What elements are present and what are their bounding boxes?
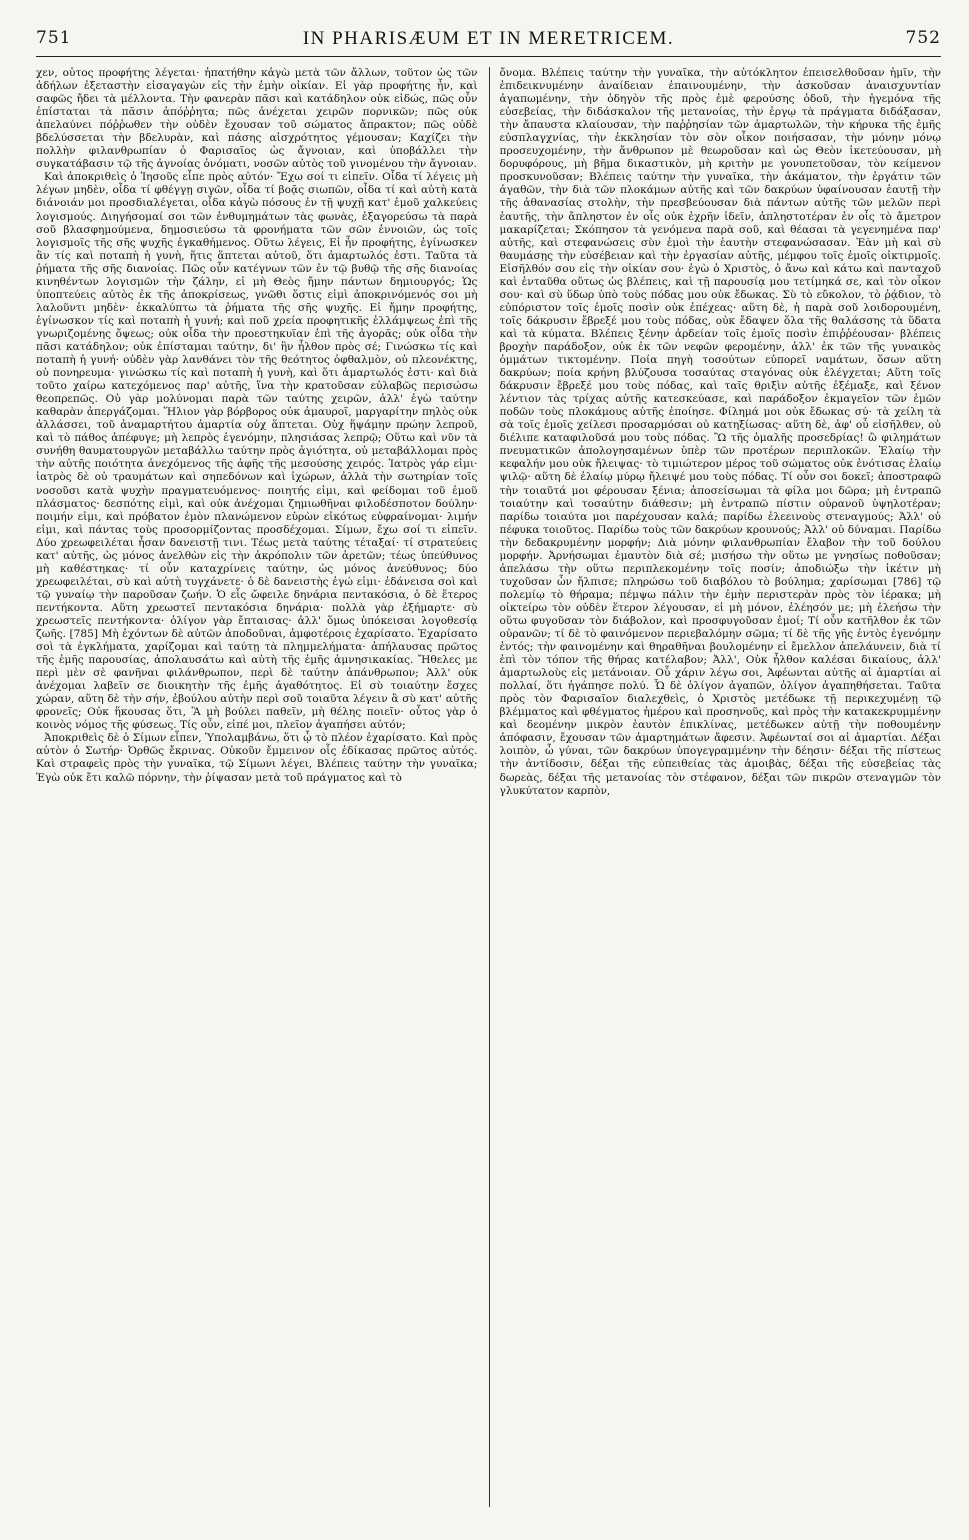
text-columns [36,67,941,1527]
running-title: IN PHARISÆUM ET IN MERETRICEM. [302,28,675,49]
left-column [36,67,478,1522]
paragraph: Ἀποκριθεὶς δὲ ὁ Σίμων εἶπεν, Ὑπολαμβάνω, ὅτι ᾧ τὸ πλέον ἐχαρίσατο. Καὶ πρὸς αὐτὸν ὁ Σωτήρ· Ὀρθῶς ἔκρινας. Οὐκοῦν ἔμμεινον οἷς ἐδίκασας πρῶτος αὐτός. Καὶ στραφεὶς πρὸς τὴν γυναῖκα, τῷ Σίμωνι λέγει, Βλέπεις ταύτην τὴν γυναῖκα; Ἐγὼ οὐκ ἔτι καλῶ πόρνην, τὴν ῥίψασαν μετὰ τοῦ πράγματος καὶ τὸ [36,732,478,784]
paragraph: ὄνομα. Βλέπεις ταύτην τὴν γυναῖκα, τὴν αὐτόκλητον ἐπεισελθοῦσαν ἡμῖν, τὴν ἐπιδεικνυμένην ἀναίδειαν ἐπαινουμένην, τὴν ἀσκοῦσαν ἀναισχυντίαν ἀγαπωμένην, τὴν ὁδηγὸν τῆς πρὸς ἐμὲ φερούσης ὁδοῦ, τὴν ἡγεμόνα τῆς εὐσεβείας, τὴν διδάσκαλον τῆς μετανοίας, τὴν ἐργῳ τὰ πράγματα διδάξασαν, τὴν ἄπαυστα κλαίουσαν, τὴν παῤῥησίαν τῶν ἁμαρτωλῶν, τὴν κήρυκα τῆς ἐμῆς εὐσπλαγχνίας, τὴν ἐκκλησίαν τὸν σὸν οἶκον ποιήσασαν, τὴν μόνην μόνῳ προσευχομένην, τὴν ἄνθρωπον μὲ θεωροῦσαν καὶ ὡς Θεὸν ἱκετεύουσαν, μὴ δορυφόρους, μὴ βῆμα δικαστικὸν, μὴ κριτὴν με γονυπετοῦσαν, τὸν κείμενον προσκυνοῦσαν; Βλέπεις ταύτην τὴν γυναῖκα, τὴν ἀκάματον, τὴν ἐργάτιν τῶν ἀγαθῶν, τὴν διὰ τῶν πλοκάμων αὐτῆς καὶ τῶν δακρύων ὑφαίνουσαν ἑαυτῇ τὴν τῆς ἀθανασίας στολὴν, τὴν πρεσβεύουσαν διὰ πάντων αὐτῆς τῶν μελῶν περὶ ἑαυτῆς, τὴν ἄπληστον ἐν οἷς οὐκ ἐχρῆν ἰδεῖν, ἀπληστοτέραν ἐν οἷς τὸ ἄμετρον μακαρίζεται; Σκόπησον τὰ γενόμενα παρὰ σοῦ, καὶ θέασαι τὰ γεγενημένα παρ' αὐτῆς, καὶ στεφανώσεις σὺν ἐμοὶ τὴν ἑαυτὴν στεφανώσασαν. Ἐὰν μὴ καὶ σὺ θαυμάσῃς τὴν εὐσέβειαν καὶ τὴν ἐργασίαν αὐτῆς, μέμφου τοῖς ἐμοῖς οἰκτιρμοῖς. Εἰσῆλθόν σου εἰς τὴν οἰκίαν σου· ἐγὼ ὁ Χριστὸς, ὁ ἄνω καὶ κάτω καὶ πανταχοῦ καὶ ἐνταῦθα οὕτως ὡς βλέπεις, καὶ τῇ παρουσίᾳ μου τετίμηκά σε, καὶ τὸν οἶκον σου· καὶ σὺ ὕδωρ ὑπὸ τοὺς πόδας μου οὐκ ἔδωκας. Σὺ τὸ εὔκολον, τὸ ῥᾴδιον, τὸ εὐπόριστον τοῖς ἐμοῖς ποσὶν οὐκ ἐπέχεας· αὕτη δὲ, ἡ παρὰ σοῦ λοιδορουμένη, τοῖς δάκρυσιν ἔβρεξέ μου τοὺς πόδας, οὐκ ἔδαψεν ὅλα τῆς θαλάσσης τὰ ὕδατα καὶ τὰ κύματα. Βλέπεις ξένην ἀρδείαν τοῖς ἐμοῖς ποσὶν ἐπιῤῥέουσαν· βλέπεις βροχὴν παράδοξον, οὐκ ἐκ τῶν νεφῶν φερομένην, ἀλλ' ἐκ τῶν τῆς γυναικὸς ὀμμάτων τικτομένην. Ποία πηγὴ τοσούτων εὐπορεῖ ναμάτων, ὅσων αὕτη δακρύων; ποία κρήνη βλύζουσα τοσαύτας σταγόνας οὐκ ἐλέγχεται; Αὕτη τοῖς δάκρυσιν ἔβρεξέ μου τοὺς πόδας, καὶ ταῖς θριξὶν αὐτῆς ἐξέμαξε, καὶ ξένον λέντιον τὰς τρίχας αὐτῆς κατεσκεύασε, καὶ παράδοξον ἐκμαγεῖον τῶν ἐμῶν ποδῶν τοὺς πλοκάμους αὐτῆς ἐποίησε. Φίλημά μοι οὐκ ἔδωκας σύ· τὰ χείλη τὰ σὰ τοῖς ἐμοῖς χείλεσι προσαρμόσαι οὐ κατηξίωσας· αὕτη δὲ, ἀφ' οὗ εἰσῆλθεν, οὐ διέλιπε καταφιλοῦσά μου τοὺς πόδας. Ὢ τῆς ὁμαλῆς προσεδρίας! ὢ φιλημάτων πνευματικῶν ἀπολογησαμένων ὑπὲρ τῶν προτέρων περιπλοκῶν. Ἐλαίῳ τὴν κεφαλήν μου οὐκ ἤλειψας· τὸ τιμιώτερον μέρος τοῦ σώματος οὐκ ἐνότισας ἐλαίῳ ψιλῷ· αὕτη δὲ ἐλαίῳ μύρῳ ἤλειψέ μου τοὺς πόδας. Τί οὖν σοι δοκεῖ; ἀποστραφῶ τὴν τοιαῦτά μοι φέρουσαν ξένια; ἀποσείσωμαι τὰ φίλα μοι δῶρα; μὴ ἐντραπῶ τοιαύτην καὶ τοσαύτην διάθεσιν; μὴ ἐντραπῶ πίστιν οὐρανοῦ ὑψηλοτέραν; παρίδω τοιαύτα μοι παρέχουσαν καλά; παρίδω ἐλεεινοὺς στεναγμούς; Ἀλλ' οὐ πέφυκα τοιοῦτος. Παρίδω τοὺς τῶν δακρύων κρουνούς; Ἀλλ' οὐ δύναμαι. Παρίδω τὴν δεδακρυμένην μορφήν; Διὰ μόνην φιλανθρωπίαν ἔλαβον τὴν τοῦ δούλου μορφήν. Ἀρνήσωμαι ἐμαυτὸν διὰ σέ; μισήσω τὴν οὕτω με γνησίως ποθοῦσαν; ἀπελάσω τὴν οὕτω περιπλεκομένην τοῖς ποσίν; ἀποδιώξω τὴν ἱκέτιν μὴ τυχοῦσαν ὧν ἤλπισε; πληρώσω τοῦ διαβόλου τὸ βούλημα; χαρίσωμαι [786] τῷ πολεμίῳ τὸ θήραμα; πέμψω πάλιν τὴν ἐμὴν περιστερὰν πρὸς τὸν ἱέρακα; μὴ οἰκτείρω τὸν οὐδὲν ἕτερον λέγουσαν, εἰ μὴ μόνον, ἐλέησόν με; μὴ ἐλεήσω τὴν οὕτω φυγοῦσαν τὸν διάβολον, καὶ προσφυγοῦσαν ἐμοί; Τί οὖν κατῆλθον ἐκ τῶν οὐρανῶν; τί δὲ τὸ φαινόμενον περιεβαλόμην σῶμα; τί δὲ τῆς γῆς ἐντὸς ἐγενόμην ἐντός; τὴν φαινομένην καὶ θηραθῆναι βουλομένην εἰ ἔμελλον ἀπελάυνειν, διὰ τί ἐπὶ τὸν τόπον τῆς θήρας κατέλαβον; Ἀλλ', Οὐκ ἦλθον καλέσαι δικαίους, ἀλλ' ἁμαρτωλοὺς εἰς μετάνοιαν. Οὗ χάριν λέγω σοι, Ἀφέωνται αὐτῆς αἱ ἁμαρτίαι αἱ πολλαί, ὅτι ἠγάπησε πολύ. Ὧ δὲ ὀλίγον ἀγαπῶν, ὀλίγον ἀγαπηθήσεται. Ταῦτα πρὸς τὸν Φαρισαῖον διαλεχθεὶς, ὁ Χριστὸς μετέδωκε τῇ περικεχυμένῃ τῷ βλέμματος καὶ φθέγματος ἡμέρου καὶ προσηνοῦς, καὶ πρὸς τὴν κατακεκρυμμένην καὶ δεομένην μικρὸν ἑαυτὸν ἐπικλίνας, μετέδωκεν αὐτῇ τὴν ποθουμένην ἀπόφασιν, ἔχουσαν τῶν ἁμαρτημάτων ἄφεσιν. Ἀφέωνταί σοι αἱ ἁμαρτίαι. Δέξαι λοιπὸν, ὦ γύναι, τῶν δακρύων ὑπογεγραμμένην τὴν δέησιν· δέξαι τῆς πίστεως τὴν ἀντίδοσιν, δέξαι τῆς εὐπειθείας τὰς ἀμοιβὰς, δέξαι τῆς εὐσεβείας τὰς δωρεὰς, δέξαι τῆς μετανοίας τὸν στέφανον, δέξαι τῶν πικρῶν στεναγμῶν τὸν γλυκύτατον καρπὸν, [499,67,941,797]
page-number-left: 751 [36,28,72,48]
page-header [36,22,941,57]
paragraph: χεν, οὗτος προφήτης λέγεται· ἠπατήθην κἀγὼ μετὰ τῶν ἄλλων, τοῦτον ὡς τῶν ἀδήλων ἐξεταστὴν εἰσαγαγὼν εἰς τὴν ἐμὴν οἰκίαν. Εἰ γὰρ προφήτης ἦν, καὶ σαφῶς ἤδει τὰ μέλλοντα. Τὴν φανερὰν πᾶσι καὶ κατάδηλον οὐκ εἰδώς, πῶς οὖν ἐπίσταται τὰ πᾶσιν ἀπόῤῥητα; πῶς ἀνέχεται χειρῶν πορνικῶν; πῶς οὐκ ἀπελαύνει πόῤῥωθεν τὴν οὐδὲν ἔχουσαν τοῦ σώματος ἄπρακτον; πῶς οὐδὲ βδελύσσεται τὴν βδελυρὰν, καὶ πάσης αἰσχρότητος γέμουσαν; Καχίζει τὴν πολλὴν φιλανθρωπίαν ὁ Φαρισαῖος ὡς ἄγνοιαν, καὶ ὑποβάλλει τὴν συγκατάβασιν τῷ τῆς ἀγνοίας ὀνόματι, νοσῶν αὐτὸς τοῦ γινομένου τὴν ἄγνοιαν. [36,67,478,171]
page-number-right: 752 [905,28,941,48]
right-column [500,67,942,1522]
paragraph: Καὶ ἀποκριθεὶς ὁ Ἰησοῦς εἶπε πρὸς αὐτόν· Ἔχω σοί τι εἰπεῖν. Οἶδα τί λέγεις μὴ λέγων μηδὲν, οἶδα τί φθέγγῃ σιγῶν, οἶδα τί βοᾷς σιωπῶν, οἶδα τί καὶ αὐτὴ κατὰ διάνοιάν μοι προσδιαλέγεται, οἶδα κἀγὼ πόσους ἐν τῇ ψυχῇ κατ' ἐμοῦ χαλκεύεις λογισμούς. Διηγήσομαί σοι τῶν ἐνθυμημάτων τὰς φωνὰς, ἐξαγορεύσω τὰ παρὰ σοῦ βλασφημούμενα, δημοσιεύσω τὰ φρονήματα τῶν σῶν ἐννοιῶν, ὡς τοῖς λογισμοῖς τῆς σῆς ψυχῆς ἐγκαθήμενος. Οὕτω λέγεις, Εἰ ἦν προφήτης, ἐγίνωσκεν ἂν τίς καὶ ποταπὴ ἡ γυνὴ, ἥτις ἅπτεται αὐτοῦ, ὅτι ἁμαρτωλός ἐστι. Ταῦτα τὰ ῥήματα τῆς σῆς διανοίας. Πῶς οὖν κατέγνων τῶν ἐν τῷ βυθῷ τῆς σῆς διανοίας κινηθέντων λογισμῶν τὴν ζάλην, εἰ μὴ Θεὸς ἤμην πάντων δημιουργός; Ὡς ὑποπτεύεις αὐτὸς ἐκ τῆς ἀποκρίσεως, γνῶθι ὅστις εἰμὶ ἀποκρινόμενός σοι μὴ λαλοῦντι μηδὲν· ἐκκαλύπτω τὰ ῥήματα τῆς σῆς ψυχῆς. Εἰ ἤμην προφήτης, ἐγίνωσκον τίς καὶ ποταπὴ ἡ γυνή; καὶ ποῦ χρεία προφητικῆς ἐλλάμψεως ἐπὶ τῆς γνωριζομένης ὄψεως; οὐκ οἶδα τὴν προεστηκυῖαν ἐπὶ τῆς ἀγορᾶς; οὐκ οἶδα τὴν πᾶσι κατάδηλον; οὐκ ἐπίσταμαι ταύτην, δι' ἣν ἦλθον πρὸς σέ; Γινώσκω τίς καὶ ποταπὴ ἡ γυνή· οὐδὲν γὰρ λανθάνει τὸν τῆς θεότητος ὀφθαλμὸν, οὐ πλεονέκτης, οὐ πονηρευμα· γινώσκω τίς καὶ ποταπὴ ἡ γυνὴ, καὶ ὅτι ἁμαρτωλός ἐστι· καὶ διὰ τοῦτο χαίρω κατεχόμενος παρ' αὐτῆς, ἵνα τὴν κρατοῦσαν εὐλαβῶς περισώσω θεοπρεπῶς. Οὐ γὰρ μολύνομαι παρὰ τῶν ταύτης χειρῶν, ἀλλ' ἐγὼ ταύτην καθαρὰν ἀπεργάζομαι. Ἥλιον γὰρ βόρβορος οὐκ ἀμαυροῖ, μαργαρίτην πηλὸς οὐκ ἀλλάσσει, τοῦ ἀναμαρτήτου ἁμαρτία οὐχ ἅπτεται. Οὐχ ἥψάμην πρώην λεπροῦ, καὶ τὸ πάθος ἀπέφυγε; μὴ λεπρὸς ἐγενόμην, πλησιάσας λεπρῷ; Οὕτω καὶ νῦν τὰ συνήθη θαυματουργῶν μεταβάλλω ταύτην πρὸς ἁγιότητα, οὐ μεταβάλλομαι πρὸς τὴν αὐτῆς ποιότητα ἀνεχόμενος τῆς ἁφῆς τῆς μεσούσης χειρός. Ἰατρὸς γάρ εἰμι· ἰατρὸς δὲ οὐ τραυμάτων καὶ σηπεδόνων καὶ ἰχώρων, ἀλλὰ τὴν σωτηρίαν τοῖς νοσοῦσι κατὰ ψυχὴν πραγματευόμενος· ποιητής εἰμι, καὶ φείδομαι τοῦ ἐμοῦ πλάσματος· δεσπότης εἰμὶ, καὶ οὐκ ἀνέχομαι ζημιωθῆναι φιλοδέσποτον δούλην· ποιμήν εἰμι, καὶ πρόβατον ἐμὸν πλανώμενον εὑρὼν εἰκότως εὐφραίνομαι· λιμήν εἰμι, καὶ πάντας τοὺς προσορμίζοντας προσδέχομαι. Σίμων, ἔχω σοί τι εἰπεῖν. Δύο χρεωφειλέται ἦσαν δανειστῇ τινι. Τέως μετὰ ταύτης τέταξαί· τί στρατεύεις κατ' αὐτῆς, ὡς μόνος ἀνελθὼν εἰς τὴν ἀκρόπολιν τῶν ἀρετῶν; τέως ὑπεύθυνος μὴ καθέστηκας· τί οὖν καταχρίνεις ταύτην, ὡς μόνος ἀνεύθυνος; δύο χρεωφειλέται, σὺ καὶ αὐτὴ τυγχάνετε· ὁ δὲ δανειστὴς ἐγώ εἰμι· ἐδάνεισα σοὶ καὶ τῷ γυναίῳ τὴν παροῦσαν ζωήν. Ὁ εἷς ὤφειλε δηνάρια πεντακόσια, ὁ δὲ ἕτερος πεντήκοντα. Αὕτη χρεωστεῖ πεντακόσια δηνάρια· πολλὰ γὰρ ἐξήμαρτε· σὺ χρεωστεῖς πεντήκοντα· ὀλίγον γὰρ ἔπταισας· ἀλλ' ὅμως ὑπόκεισαι λογοθεσίᾳ ζωῆς. [785] Μὴ ἐχόντων δὲ αὐτῶν ἀποδοῦναι, ἀμφοτέροις ἐχαρίσατο. Ἐχαρίσατο σοὶ τὰ ἐγκλήματα, χαρίζομαι καὶ ταύτῃ τὰ πλημμελήματα· ἀπήλαυσας πρῶτος τῆς ἐμῆς παρουσίας, ἀπολαυσάτω καὶ αὐτὴ τῆς ἐμῆς ἀμνησικακίας. Ἤθελες με περὶ μὲν σὲ φανῆναι φιλάνθρωπον, περὶ δὲ ταύτην ἀπάνθρωπον; Ἀλλ' οὐκ ἀνέχομαι λαβεῖν σε διοικητὴν τῆς ἐμῆς ἀγαθότητος. Εἰ σὺ τοιαύτην ἔσχες χώραν, αὕτη δὲ τὴν σήν, ἐβούλου αὐτὴν περὶ σοῦ τοιαῦτα λέγειν ἃ σὺ κατ' αὐτῆς φρονεῖς; Οὐκ ἥκουσας ὅτι, Ἃ μὴ βούλει παθεῖν, μὴ θέλης ποιεῖν· οὗτος γὰρ ὁ κοινὸς νόμος τῆς φύσεως. Τίς οὖν, εἰπέ μοι, πλεῖον ἀγαπήσει αὐτόν; [36,171,478,732]
